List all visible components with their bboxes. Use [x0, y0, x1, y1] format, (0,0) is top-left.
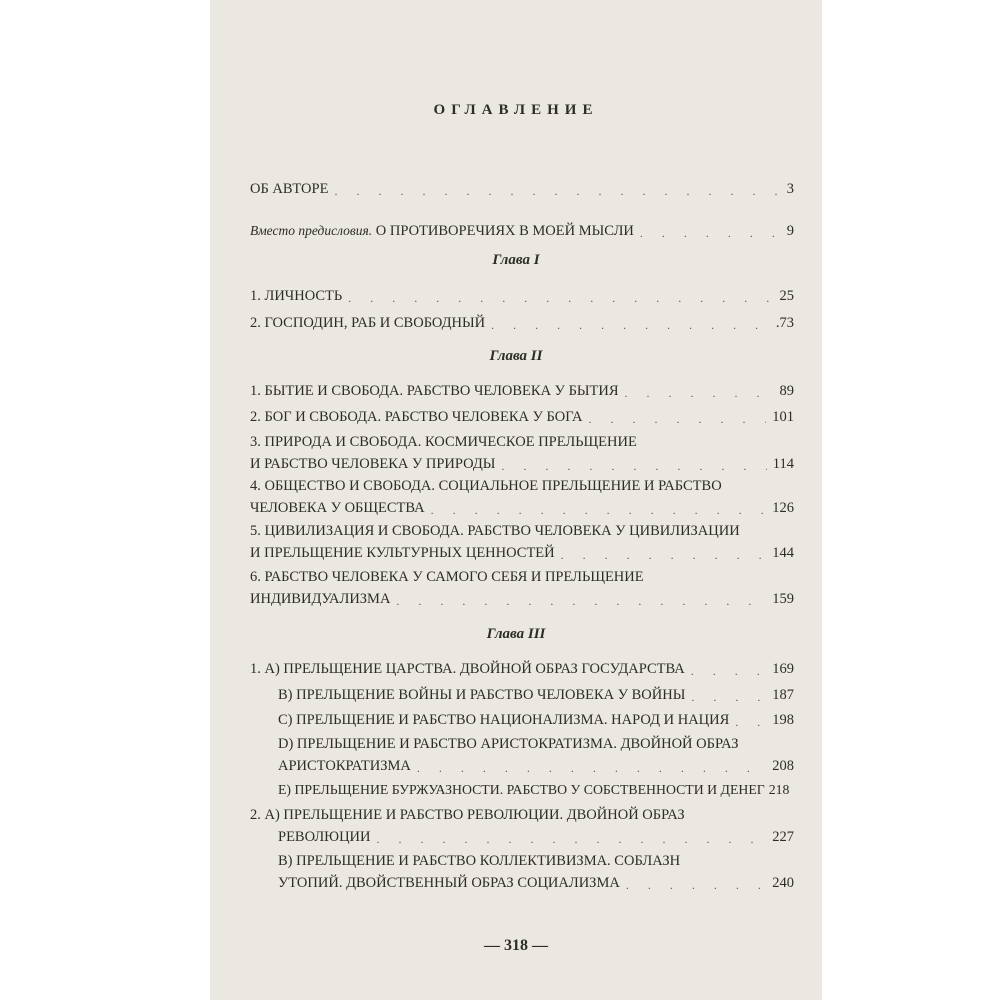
entry-title-line1: ЦИВИЛИЗАЦИЯ И СВОБОДА. РАБСТВО ЧЕЛОВЕКА У ЦИВИЛИЗАЦИИ: [264, 523, 740, 539]
entry-page: 198: [772, 712, 794, 728]
toc-entry-about-author[interactable]: [250, 178, 794, 200]
entry-title: А) ПРЕЛЬЩЕНИЕ ЦАРСТВА. ДВОЙНОЙ ОБРАЗ ГОСУДАРСТВА: [264, 661, 685, 677]
toc-entry[interactable]: [250, 312, 794, 334]
entry-lead: Вместо предисловия.: [250, 223, 373, 238]
toc-entry[interactable]: [250, 658, 794, 680]
entry-page: 227: [772, 829, 794, 845]
toc-entry[interactable]: [250, 779, 794, 801]
toc-entry[interactable]: [250, 431, 794, 475]
entry-page: 218: [768, 782, 790, 797]
entry-page: 9: [786, 223, 794, 239]
leader-dots: [640, 224, 781, 242]
entry-title: О ПРОТИВОРЕЧИЯХ В МОЕЙ МЫСЛИ: [375, 223, 634, 239]
entry-number: 4.: [250, 478, 261, 494]
entry-page: 159: [772, 591, 794, 607]
leader-dots: [431, 501, 767, 519]
entry-title-line1: D) ПРЕЛЬЩЕНИЕ И РАБСТВО АРИСТОКРАТИЗМА. ДВОЙНОЙ ОБРАЗ: [278, 736, 739, 752]
page-title: ОГЛАВЛЕНИЕ: [433, 102, 599, 118]
entry-number: 1.: [250, 383, 261, 399]
leader-dots: [396, 592, 766, 610]
entry-title-line1: ОБЩЕСТВО И СВОБОДА. СОЦИАЛЬНОЕ ПРЕЛЬЩЕНИЕ И РАБСТВО: [264, 478, 722, 494]
chapter-heading-1: Глава I: [492, 252, 540, 268]
entry-title: БОГ И СВОБОДА. РАБСТВО ЧЕЛОВЕКА У БОГА: [264, 409, 583, 425]
leader-dots: [561, 546, 767, 564]
entry-title: Е) ПРЕЛЬЩЕНИЕ БУРЖУАЗНОСТИ. РАБСТВО У СОБСТВЕННОСТИ И ДЕНЕГ: [278, 782, 765, 797]
entry-title: В) ПРЕЛЬЩЕНИЕ ВОЙНЫ И РАБСТВО ЧЕЛОВЕКА У ВОЙНЫ: [278, 687, 686, 703]
chapter-heading-2: Глава II: [489, 348, 543, 364]
toc-entry[interactable]: [250, 520, 794, 564]
leader-dots: [348, 289, 773, 307]
toc-entry[interactable]: [250, 733, 794, 777]
leader-dots: [691, 662, 766, 680]
entry-number: 2.: [250, 315, 261, 331]
leader-dots: [691, 688, 766, 706]
entry-page: 187: [772, 687, 794, 703]
toc-entry[interactable]: [250, 804, 794, 848]
toc-entry[interactable]: [250, 475, 794, 519]
entry-title: ГОСПОДИН, РАБ И СВОБОДНЫЙ: [264, 315, 486, 331]
toc-entry[interactable]: [250, 285, 794, 307]
entry-number: 1.: [250, 288, 261, 304]
toc-entry[interactable]: [250, 566, 794, 610]
entry-page: 89: [779, 383, 794, 399]
entry-page: 126: [772, 500, 794, 516]
toc-entry[interactable]: [250, 380, 794, 402]
entry-title-line1: В) ПРЕЛЬЩЕНИЕ И РАБСТВО КОЛЛЕКТИВИЗМА. СОБЛАЗН: [278, 853, 681, 869]
leader-dots: [588, 410, 766, 428]
entry-page: 101: [772, 409, 794, 425]
entry-title: С) ПРЕЛЬЩЕНИЕ И РАБСТВО НАЦИОНАЛИЗМА. НАРОД И НАЦИЯ: [278, 712, 730, 728]
leader-dots: [491, 316, 770, 334]
entry-number: 2.: [250, 807, 265, 823]
entry-page: 25: [779, 288, 794, 304]
leader-dots: [626, 876, 766, 894]
toc-entry[interactable]: [250, 850, 794, 894]
toc-entry-preface[interactable]: [250, 220, 794, 242]
chapter-heading-3: Глава III: [486, 626, 546, 642]
entry-number: 5.: [250, 523, 261, 539]
entry-title-line2: ИНДИВИДУАЛИЗМА: [250, 591, 391, 607]
entry-page: .73: [775, 315, 794, 331]
entry-title-line2: И РАБСТВО ЧЕЛОВЕКА У ПРИРОДЫ: [250, 456, 496, 472]
entry-title: ЛИЧНОСТЬ: [264, 288, 343, 304]
entry-title-line2: РЕВОЛЮЦИИ: [278, 829, 371, 845]
entry-title: БЫТИЕ И СВОБОДА. РАБСТВО ЧЕЛОВЕКА У БЫТИЯ: [264, 383, 619, 399]
entry-number: 1.: [250, 661, 265, 677]
entry-page: 3: [786, 181, 794, 197]
entry-title-line1: А) ПРЕЛЬЩЕНИЕ И РАБСТВО РЕВОЛЮЦИИ. ДВОЙНОЙ ОБРАЗ: [264, 807, 685, 823]
entry-page: 144: [772, 545, 794, 561]
entry-number: 6.: [250, 569, 261, 585]
book-page: [210, 0, 822, 1000]
leader-dots: [625, 384, 774, 402]
leader-dots: [417, 759, 766, 777]
entry-title-line1: ПРИРОДА И СВОБОДА. КОСМИЧЕСКОЕ ПРЕЛЬЩЕНИЕ: [264, 434, 637, 450]
entry-number: 3.: [250, 434, 261, 450]
entry-page: 240: [772, 875, 794, 891]
entry-title-line1: РАБСТВО ЧЕЛОВЕКА У САМОГО СЕБЯ И ПРЕЛЬЩЕНИЕ: [264, 569, 644, 585]
toc-entry[interactable]: [250, 406, 794, 428]
entry-number: 2.: [250, 409, 261, 425]
toc-entry[interactable]: [250, 684, 794, 706]
entry-page: 208: [772, 758, 794, 774]
entry-title: ОБ АВТОРЕ: [250, 181, 329, 197]
entry-title-line2: УТОПИЙ. ДВОЙСТВЕННЫЙ ОБРАЗ СОЦИАЛИЗМА: [278, 875, 620, 891]
leader-dots: [501, 457, 766, 475]
leader-dots: [377, 830, 767, 848]
entry-title-line2: ЧЕЛОВЕКА У ОБЩЕСТВА: [250, 500, 425, 516]
entry-page: 169: [772, 661, 794, 677]
entry-title-line2: И ПРЕЛЬЩЕНИЕ КУЛЬТУРНЫХ ЦЕННОСТЕЙ: [250, 545, 555, 561]
toc-entry[interactable]: [250, 709, 794, 731]
entry-page: 114: [772, 456, 794, 472]
leader-dots: [735, 713, 766, 731]
entry-title-line2: АРИСТОКРАТИЗМА: [278, 758, 411, 774]
leader-dots: [334, 182, 780, 200]
page-number: — 318 —: [484, 937, 548, 954]
